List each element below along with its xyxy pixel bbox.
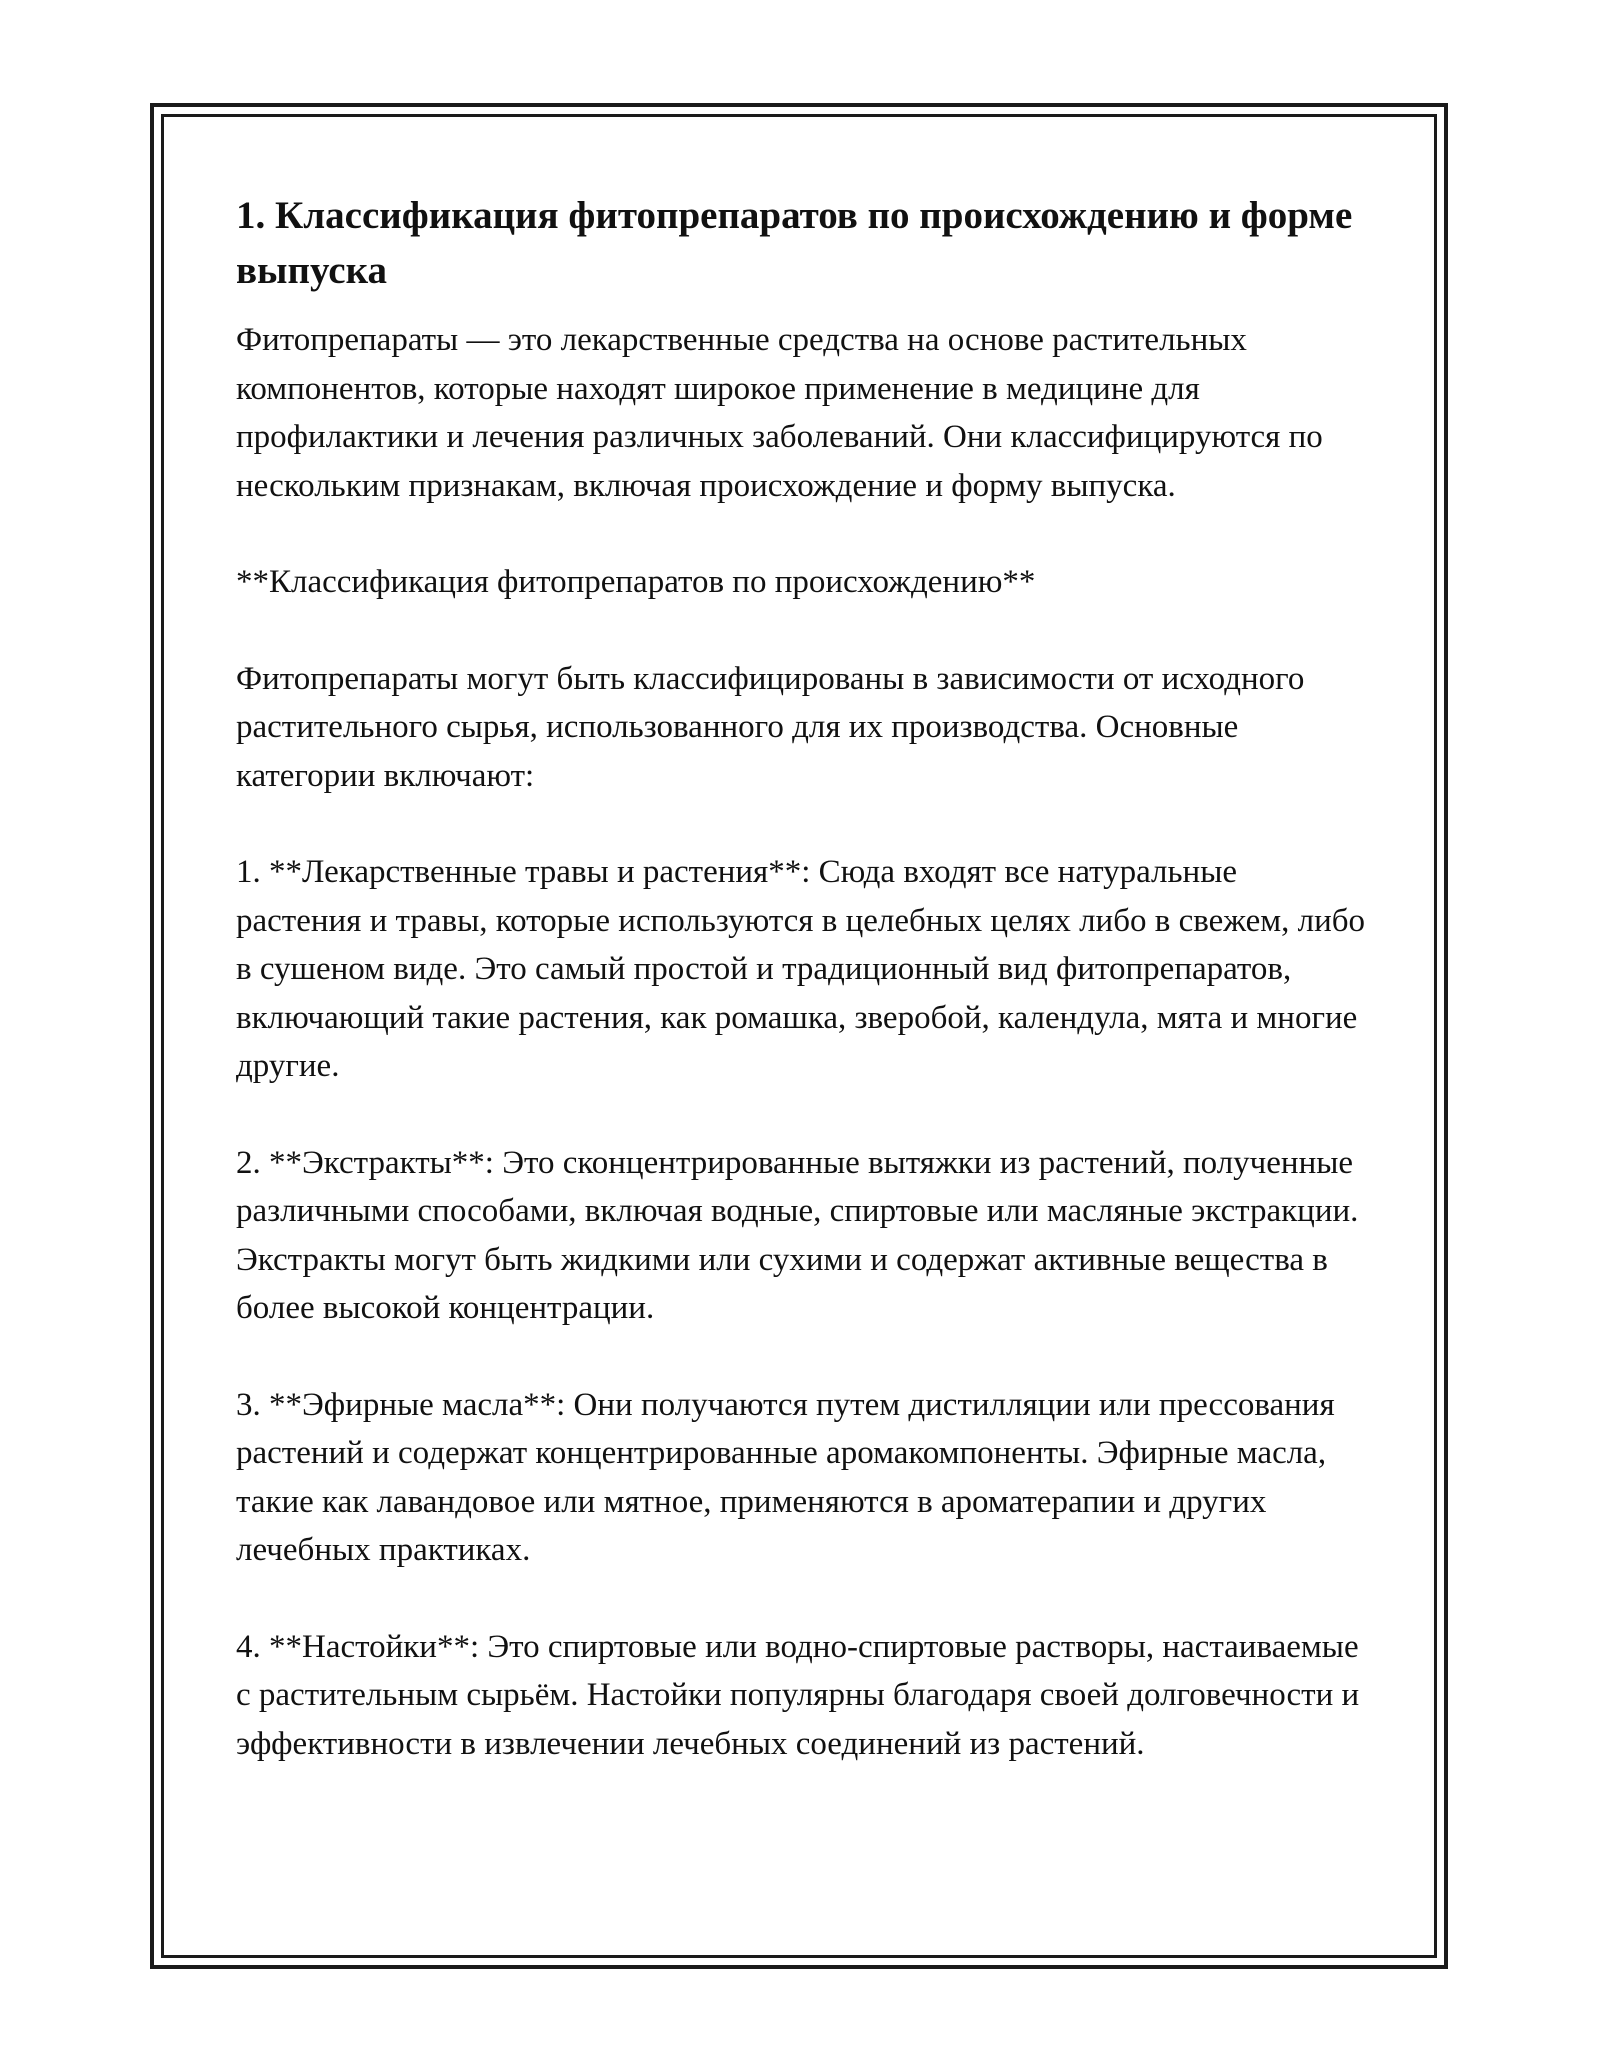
section-intro-paragraph: Фитопрепараты могут быть классифицированы в зависимости от исходного растительного сырья, использованного для их производства. Основные категории включают: bbox=[236, 660, 1305, 794]
list-item-herbs: 1. **Лекарственные травы и растения**: Сюда входят все натуральные растения и травы, которые используются в целебных целях либо в свежем, либо в сушеном виде. Это самый простой и традиционный вид фитопрепаратов, включающий такие растения, как ромашка, зверобой, календула, мята и многие другие. bbox=[236, 854, 1366, 1084]
document-title: 1. Классификация фитопрепаратов по происхождению и форме выпуска bbox=[236, 194, 1353, 292]
list-item-tinctures: 4. **Настойки**: Это спиртовые или водно-спиртовые растворы, настаиваемые с растительным сырьём. Настойки популярны благодаря своей долговечности и эффективности в извлечении лечебных соединений из растений. bbox=[236, 1628, 1360, 1762]
section-heading: **Классификация фитопрепаратов по происхождению** bbox=[236, 564, 1036, 600]
list-item-extracts: 2. **Экстракты**: Это сконцентрированные вытяжки из растений, полученные различными способами, включая водные, спиртовые или масляные экстракции. Экстракты могут быть жидкими или сухими и содержат активные вещества в более высокой концентрации. bbox=[236, 1144, 1359, 1326]
document-body bbox=[236, 188, 1366, 1768]
list-item-essential-oils: 3. **Эфирные масла**: Они получаются путем дистилляции или прессования растений и содержат концентрированные аромакомпоненты. Эфирные масла, такие как лавандовое или мятное, применяются в ароматерапии и других лечебных практиках. bbox=[236, 1386, 1335, 1568]
intro-paragraph: Фитопрепараты — это лекарственные средства на основе растительных компонентов, которые находят широкое применение в медицине для профилактики и лечения различных заболеваний. Они классифицируются по нескольким признакам, включая происхождение и форму выпуска. bbox=[236, 322, 1323, 504]
